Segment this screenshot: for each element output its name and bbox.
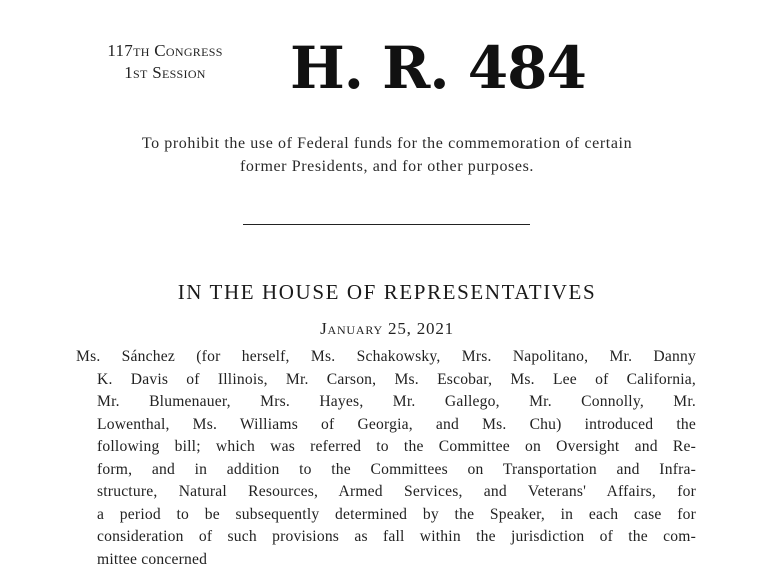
introduction-date: January 25, 2021	[320, 319, 454, 338]
introduction-line: Ms. Sánchez (for herself, Ms. Schakowsky, Mrs. Napolitano, Mr. Danny	[76, 348, 696, 365]
introduction-line: consideration of such provisions as fall within the jurisdiction of the com-	[97, 528, 696, 545]
chamber-heading: IN THE HOUSE OF REPRESENTATIVES	[177, 280, 597, 304]
session-label: 1st Session	[124, 63, 206, 82]
introduction-line: Mr. Blumenauer, Mrs. Hayes, Mr. Gallego, Mr. Connolly, Mr.	[97, 393, 696, 410]
introduction-line: structure, Natural Resources, Armed Services, and Veterans' Affairs, for	[97, 483, 696, 500]
purpose-line: former Presidents, and for other purposes.	[239, 158, 535, 175]
introduction-line: a period to be subsequently determined by the Speaker, in each case for	[97, 505, 696, 523]
congress-session-block	[76, 40, 254, 84]
introduction-line: following bill; which was referred to the Committee on Oversight and Re-	[97, 438, 696, 455]
introduction-line: form, and in addition to the Committees on Transportation and Infra-	[97, 460, 696, 478]
congress-label: 117th Congress	[107, 41, 223, 60]
introduction-line: mittee concerned	[97, 550, 208, 568]
introduction-line: Lowenthal, Ms. Williams of Georgia, and Ms. Chu) introduced the	[97, 415, 696, 433]
bill-number: H. R. 484	[290, 34, 586, 102]
purpose-line: To prohibit the use of Federal funds for the commemoration of certain	[141, 135, 633, 152]
bill-purpose	[60, 132, 714, 178]
horizontal-rule	[243, 224, 530, 225]
introduction-paragraph	[76, 346, 696, 571]
introduction-line: K. Davis of Illinois, Mr. Carson, Ms. Escobar, Ms. Lee of California,	[97, 370, 696, 388]
